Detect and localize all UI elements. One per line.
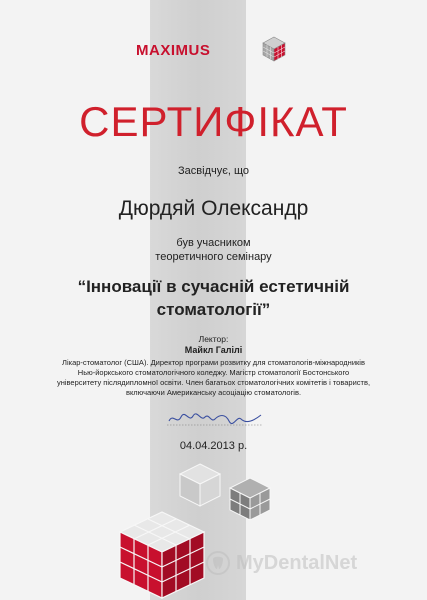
lecturer-signature [165, 407, 265, 429]
course-title-line-2: стоматології” [156, 300, 271, 319]
lecturer-label: Лектор: [198, 334, 229, 344]
certifies-text: Засвідчує, що [178, 165, 249, 177]
certificate-title: СЕРТИФІКАТ [79, 98, 348, 145]
watermark-text: MyDentalNet [236, 552, 358, 574]
lecturer-bio-line: Нью-йоркського стоматологічного коледжу. Магістр стоматології Бостонського [77, 368, 350, 377]
lecturer-bio-line: включаючи Американську асоціацію стоматологів. [125, 388, 302, 397]
decorative-cubes [110, 460, 310, 600]
lecturer-name: Майкл Галілі [184, 345, 243, 355]
lecturer-bio-line: Лікар-стоматолог (США). Директор програми розвитку для стоматологів-міжнародників [62, 358, 365, 367]
lecturer-bio-line: університету післядипломної освіти. Член багатьох стоматологічних комітетів і товариств, [56, 378, 371, 387]
participant-line-2: теоретичного семінару [155, 251, 272, 263]
recipient-name: Дюрдяй Олександр [118, 197, 309, 220]
course-title-line-1: “Інновації в сучасній естетичній [77, 277, 350, 296]
certificate-date: 04.04.2013 р. [179, 440, 248, 452]
maximus-logo [136, 36, 296, 66]
watermark-tooth-icon [205, 550, 231, 576]
logo-cube-icon [262, 36, 286, 62]
participant-line-1: був учасником [176, 237, 251, 249]
logo-text: MAXIMUS [136, 42, 211, 59]
